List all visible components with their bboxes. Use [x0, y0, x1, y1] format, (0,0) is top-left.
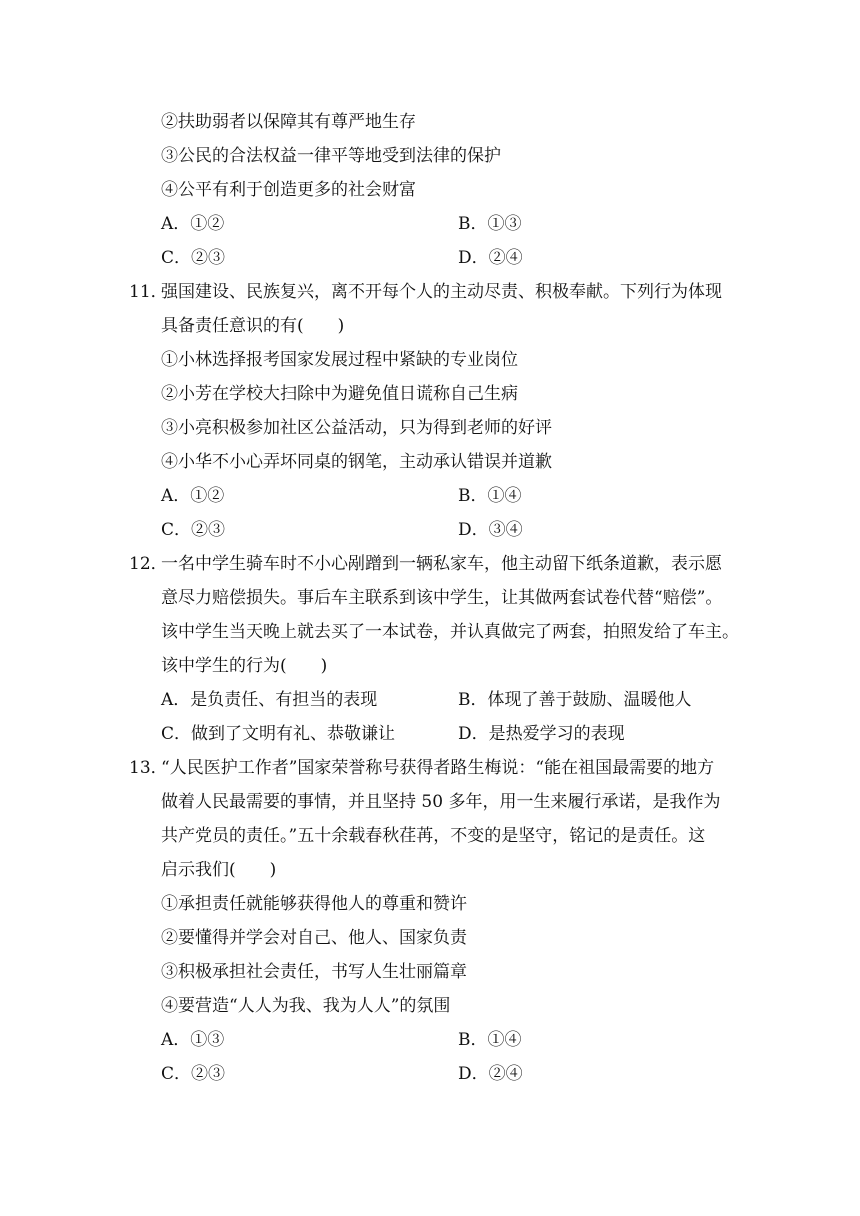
q11-item-2: ②小芳在学校大扫除中为避免值日谎称自己生病 [161, 384, 518, 404]
q13-option-d: D．②④ [458, 1064, 523, 1084]
q12-option-c: C．做到了文明有礼、恭敬谦让 [161, 724, 396, 744]
q13-option-c: C．②③ [161, 1064, 226, 1084]
q13-option-b: B．①④ [458, 1030, 522, 1050]
q11-number: 11． [129, 282, 168, 302]
q11-option-c: C．②③ [161, 520, 226, 540]
q11-stem-line1: 强国建设、民族复兴，离不开每个人的主动尽责、积极奉献。下列行为体现 [161, 282, 722, 302]
q11-item-3: ③小亮积极参加社区公益活动，只为得到老师的好评 [161, 418, 552, 438]
q12-stem-line3: 该中学生当天晚上就去买了一本试卷，并认真做完了两套，拍照发给了车主。 [161, 622, 739, 642]
q10-option-a: A．①② [161, 214, 225, 234]
q13-stem-line1: “人民医护工作者”国家荣誉称号获得者路生梅说：“能在祖国最需要的地方 [161, 758, 715, 778]
q13-item-2: ②要懂得并学会对自己、他人、国家负责 [161, 928, 467, 948]
q12-stem-line1: 一名中学生骑车时不小心剐蹭到一辆私家车，他主动留下纸条道歉，表示愿 [161, 554, 722, 574]
q11-option-d: D．③④ [458, 520, 523, 540]
q10-option-c: C．②③ [161, 248, 226, 268]
q12-stem-line4: 该中学生的行为( ) [161, 656, 328, 676]
q10-item-2: ②扶助弱者以保障其有尊严地生存 [161, 112, 416, 132]
q12-number: 12． [129, 554, 168, 574]
q10-option-d: D．②④ [458, 248, 523, 268]
q10-item-4: ④公平有利于创造更多的社会财富 [161, 180, 416, 200]
q11-item-1: ①小林选择报考国家发展过程中紧缺的专业岗位 [161, 350, 518, 370]
q11-option-b: B．①④ [458, 486, 522, 506]
q10-item-3: ③公民的合法权益一律平等地受到法律的保护 [161, 146, 501, 166]
q13-stem-line2: 做着人民最需要的事情，并且坚持 50 多年，用一生来履行承诺，是我作为 [161, 792, 721, 812]
q11-item-4: ④小华不小心弄坏同桌的钢笔，主动承认错误并道歉 [161, 452, 552, 472]
q13-option-a: A．①③ [161, 1030, 225, 1050]
q10-option-b: B．①③ [458, 214, 522, 234]
q12-stem-line2: 意尽力赔偿损失。事后车主联系到该中学生，让其做两套试卷代替“赔偿”。 [161, 588, 723, 608]
q13-item-3: ③积极承担社会责任，书写人生壮丽篇章 [161, 962, 467, 982]
q13-stem-line3: 共产党员的责任。”五十余载春秋荏苒，不变的是坚守，铭记的是责任。这 [161, 826, 706, 846]
q13-number: 13． [129, 758, 168, 778]
q13-stem-line4: 启示我们( ) [161, 860, 277, 880]
q11-option-a: A．①② [161, 486, 225, 506]
q11-stem-line2: 具备责任意识的有( ) [161, 316, 345, 336]
q13-item-1: ①承担责任就能够获得他人的尊重和赞许 [161, 894, 467, 914]
q12-option-a: A．是负责任、有担当的表现 [161, 690, 378, 710]
q12-option-d: D．是热爱学习的表现 [458, 724, 625, 744]
q12-option-b: B．体现了善于鼓励、温暖他人 [458, 690, 692, 710]
q13-item-4: ④要营造“人人为我、我为人人”的氛围 [161, 996, 451, 1016]
